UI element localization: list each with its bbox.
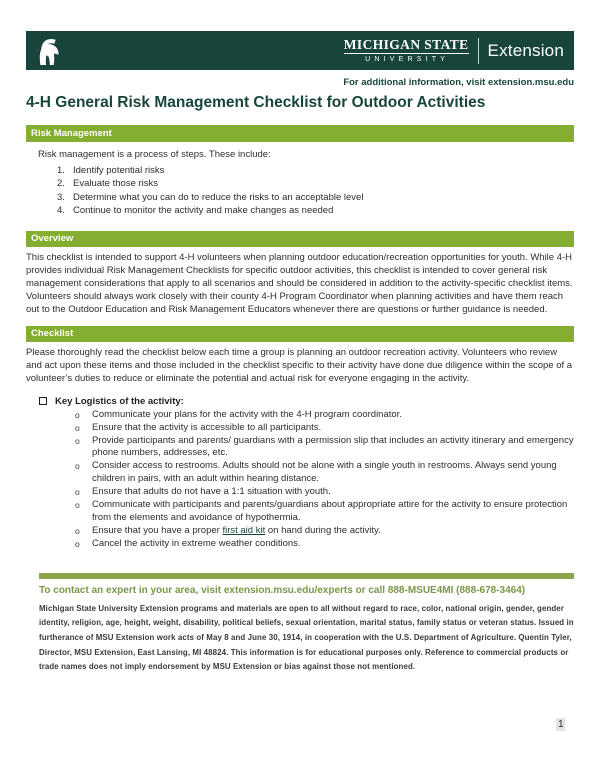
list-item	[75, 486, 574, 499]
msu-header-bar	[26, 31, 574, 70]
first-aid-kit-link[interactable]: first aid kit	[222, 524, 266, 536]
list-item	[75, 435, 574, 461]
section-header-risk-management: Risk Management	[26, 125, 574, 142]
list-item	[75, 538, 574, 551]
section-header-checklist: Checklist	[26, 326, 574, 343]
list-item-text: Provide participants and parents/ guardians with a permission slip that includes an activity itinerary and emergency phone numbers, addresses, etc.	[92, 434, 574, 459]
checklist-subitems-list	[26, 409, 574, 551]
circle-bullet-icon: o	[75, 461, 80, 472]
list-item	[75, 409, 574, 422]
circle-bullet-icon: o	[75, 487, 80, 498]
list-number: 3.	[57, 191, 65, 203]
circle-bullet-icon: o	[75, 409, 80, 420]
overview-paragraph: This checklist is intended to support 4-H volunteers when planning outdoor education/recreation opportunities for youth. While 4-H provides individual Risk Management Checklists for specific outdoor activities, this checklist is intended to cover general risk management considerations that apply to all scenarios and should be considered in addition to the activity-specific checklist items. Volunteers should always work closely with their county 4-H Program Coordinator when planning activities and have them reach out to the Outdoor Education and Risk Management Educators whenever there are questions or further guidance is needed.	[26, 252, 573, 315]
list-item-text: Continue to monitor the activity and make changes as needed	[73, 205, 334, 216]
footer	[39, 573, 574, 675]
section-header-overview: Overview	[26, 231, 574, 248]
list-item-text	[92, 525, 574, 538]
contact-expert-line: To contact an expert in your area, visit extension.msu.edu/experts or call 888-MSUE4MI (888-678-3464)	[39, 584, 526, 596]
checklist-group-key-logistics	[39, 396, 574, 407]
info-line: For additional information, visit extension.msu.edu	[343, 77, 574, 88]
msu-brand-lockup	[344, 38, 564, 64]
list-item	[57, 164, 574, 178]
link-suffix-text: on hand during the activity.	[265, 524, 381, 536]
list-number: 1.	[57, 164, 65, 176]
circle-bullet-icon: o	[75, 500, 80, 511]
risk-management-intro: Risk management is a process of steps. These include:	[38, 148, 271, 160]
link-prefix-text: Ensure that you have a proper	[92, 524, 223, 536]
page-title: 4-H General Risk Management Checklist for Outdoor Activities	[26, 94, 486, 111]
msu-wordmark-line1: MICHIGAN STATE	[343, 36, 469, 52]
disclaimer-text: Michigan State University Extension programs and materials are open to all without regard to race, color, national origin, gender, gender identity, religion, age, height, weight, disability, political beliefs, sexual orientation, marital status, family status or veteran status. Issued in furtherance of MSU Extension work acts of May 8 and June 30, 1914, in cooperation with the U.S. Department of Agriculture. Quentin Tyler, Director, MSU Extension, East Lansing, MI 48824. This information is for educational purposes only. Reference to commercial products or trade names does not imply endorsement by MSU Extension or bias against those not mentioned.	[39, 603, 574, 672]
list-item	[57, 204, 574, 218]
footer-divider-bar	[39, 573, 574, 579]
list-item-text: Identify potential risks	[73, 164, 165, 176]
circle-bullet-icon: o	[75, 538, 80, 549]
list-item	[75, 460, 574, 486]
circle-bullet-icon: o	[75, 435, 80, 446]
list-item-text: Ensure that adults do not have a 1:1 situation with youth.	[92, 486, 331, 498]
list-item-text: Communicate with participants and parents/guardians about appropriate attire for the activity to ensure protection from the elements and avoidance of hypothermia.	[92, 499, 568, 523]
circle-bullet-icon: o	[75, 422, 80, 433]
list-item	[75, 422, 574, 435]
checklist-group-label: Key Logistics of the activity:	[55, 395, 184, 407]
risk-steps-list	[26, 164, 574, 218]
list-item	[75, 525, 574, 538]
checklist-paragraph: Please thoroughly read the checklist below each time a group is planning an outdoor recreation activity. Volunteers who review and act upon these items and those included in the checklist specific to their activity have done due diligence within the scope of a volunteer’s duties to reduce or eliminate the potential and actual risk for everyone engaging in the activity.	[26, 347, 573, 384]
extension-wordmark: Extension	[487, 40, 564, 60]
spartan-helmet-icon	[35, 36, 62, 66]
list-number: 4.	[57, 205, 65, 216]
list-item-text: Consider access to restrooms. Adults should not be alone with a single youth in restrooms. Always send young children in pairs, with an adult within hearing distance.	[92, 460, 557, 485]
brand-divider	[478, 38, 479, 64]
list-item	[75, 499, 574, 525]
list-item-text: Ensure that the activity is accessible to all participants.	[92, 421, 322, 433]
msu-wordmark-line2: UNIVERSITY	[365, 56, 450, 64]
list-item	[57, 191, 574, 205]
list-item	[57, 177, 574, 191]
msu-wordmark	[344, 38, 469, 64]
list-item-text: Cancel the activity in extreme weather conditions.	[92, 537, 301, 549]
list-item-text: Evaluate those risks	[73, 178, 159, 189]
list-number: 2.	[57, 178, 65, 189]
circle-bullet-icon: o	[75, 525, 80, 536]
checkbox-icon	[39, 397, 47, 405]
list-item-text: Determine what you can do to reduce the risks to an acceptable level	[73, 191, 364, 203]
list-item-text: Communicate your plans for the activity with the 4-H program coordinator.	[92, 408, 402, 420]
page-number: 1	[557, 719, 564, 730]
